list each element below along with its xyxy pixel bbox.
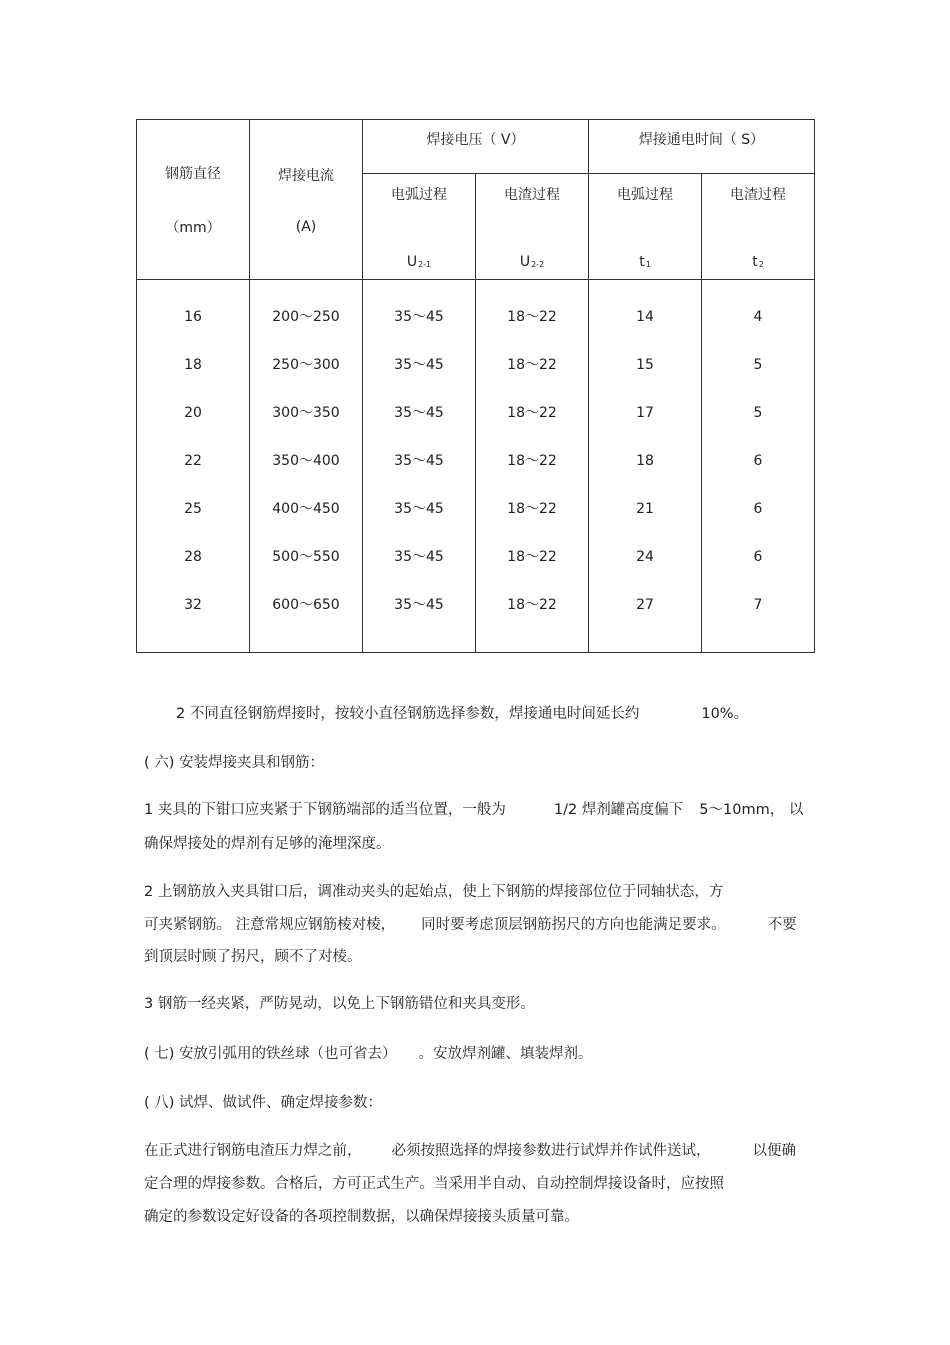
cell-arc-time: 21	[636, 501, 654, 517]
cell-arc-voltage: 35～45	[394, 357, 444, 373]
cell-arc-time: 18	[636, 453, 654, 469]
cell-slag-voltage: 18～22	[507, 405, 557, 421]
para-3: 3 钢筋一经夹紧，严防晃动，以免上下钢筋错位和夹具变形。	[144, 996, 535, 1012]
cell-current: 200～250	[272, 309, 340, 325]
header-current	[250, 120, 363, 280]
para-2-line-1: 2 上钢筋放入夹具钳口后，调准动夹头的起始点，使上下钢筋的焊接部位位于同轴状态，方	[144, 884, 724, 900]
cell-slag-voltage: 18～22	[507, 309, 557, 325]
u22-symbol: U2-2	[519, 253, 545, 270]
para-4-line-2: 定合理的焊接参数。合格后，方可正式生产。当采用半自动、自动控制焊接设备时，应按照	[144, 1176, 724, 1192]
para-4-line-1: 在正式进行钢筋电渣压力焊之前， 必须按照选择的焊接参数进行试焊并作试件送试， 以便确	[144, 1143, 796, 1159]
t1-symbol: t1	[639, 253, 651, 270]
cell-current: 600～650	[272, 597, 340, 613]
header-slag-time	[702, 174, 815, 280]
cell-slag-voltage: 18～22	[507, 549, 557, 565]
diameter-label: 钢筋直径	[165, 165, 221, 182]
cell-slag-time: 6	[753, 501, 763, 517]
column-slag-time	[702, 280, 815, 653]
cell-arc-voltage: 35～45	[394, 501, 444, 517]
cell-slag-voltage: 18～22	[507, 357, 557, 373]
column-current	[250, 280, 363, 653]
arc-process-label: 电弧过程	[391, 186, 447, 203]
column-arc-voltage	[363, 280, 476, 653]
cell-diameter: 16	[184, 309, 202, 325]
cell-arc-time: 15	[636, 357, 654, 373]
cell-slag-voltage: 18～22	[507, 501, 557, 517]
header-arc-time	[589, 174, 702, 280]
cell-arc-time: 14	[636, 309, 654, 325]
header-time	[589, 120, 815, 174]
header-voltage	[363, 120, 589, 174]
column-slag-voltage	[476, 280, 589, 653]
cell-arc-time: 24	[636, 549, 654, 565]
cell-current: 300～350	[272, 405, 340, 421]
welding-parameters-table	[136, 119, 815, 653]
cell-current: 500～550	[272, 549, 340, 565]
time-label: 焊接通电时间（ S）	[638, 132, 765, 148]
section-7-heading: ( 七) 安放引弧用的铁丝球（也可省去） 。安放焊剂罐、填装焊剂。	[144, 1046, 593, 1062]
cell-current: 350～400	[272, 453, 340, 469]
diameter-unit: （mm）	[165, 219, 221, 236]
slag-time-label: 电渣过程	[730, 186, 786, 203]
header-slag-voltage	[476, 174, 589, 280]
column-arc-time	[589, 280, 702, 653]
arc-time-label: 电弧过程	[617, 186, 673, 203]
cell-slag-time: 5	[753, 405, 763, 421]
para-2-line-2: 可夹紧钢筋。 注意常规应钢筋棱对棱， 同时要考虑顶层钢筋拐尺的方向也能满足要求。 不要	[144, 917, 797, 933]
para-1-line-1: 1 夹具的下钳口应夹紧于下钢筋端部的适当位置，一般为 1/2 焊剂罐高度偏下 5～10mm， 以	[144, 802, 804, 818]
slag-process-label: 电渣过程	[504, 186, 560, 203]
cell-slag-time: 7	[753, 597, 763, 613]
para-4-line-3: 确定的参数设定好设备的各项控制数据，以确保焊接接头质量可靠。	[144, 1209, 579, 1225]
cell-current: 250～300	[272, 357, 340, 373]
header-arc-voltage	[363, 174, 476, 280]
cell-diameter: 18	[184, 357, 202, 373]
column-diameter	[137, 280, 250, 653]
cell-arc-voltage: 35～45	[394, 405, 444, 421]
note-2: 2 不同直径钢筋焊接时，按较小直径钢筋选择参数，焊接通电时间延长约 10%。	[176, 706, 749, 722]
cell-diameter: 20	[184, 405, 202, 421]
cell-arc-voltage: 35～45	[394, 597, 444, 613]
cell-slag-time: 5	[753, 357, 763, 373]
cell-arc-voltage: 35～45	[394, 453, 444, 469]
cell-slag-time: 6	[753, 549, 763, 565]
cell-arc-time: 17	[636, 405, 654, 421]
t2-symbol: t2	[752, 253, 764, 270]
section-8-heading: ( 八) 试焊、做试件、确定焊接参数：	[144, 1095, 383, 1111]
para-2-line-3: 到顶层时顾了拐尺，顾不了对棱。	[144, 949, 362, 965]
cell-slag-time: 4	[753, 309, 763, 325]
cell-diameter: 28	[184, 549, 202, 565]
voltage-label: 焊接电压（ V）	[426, 132, 525, 148]
para-1-line-2: 确保焊接处的焊剂有足够的淹埋深度。	[144, 836, 391, 852]
cell-arc-time: 27	[636, 597, 654, 613]
cell-arc-voltage: 35～45	[394, 549, 444, 565]
header-diameter	[137, 120, 250, 280]
cell-diameter: 25	[184, 501, 202, 517]
section-6-heading: ( 六) 安装焊接夹具和钢筋：	[144, 755, 325, 771]
cell-arc-voltage: 35～45	[394, 309, 444, 325]
cell-slag-voltage: 18～22	[507, 597, 557, 613]
cell-diameter: 32	[184, 597, 202, 613]
current-unit: (A)	[295, 218, 317, 235]
u21-symbol: U2-1	[406, 253, 432, 270]
cell-slag-time: 6	[753, 453, 763, 469]
cell-diameter: 22	[184, 453, 202, 469]
cell-current: 400～450	[272, 501, 340, 517]
current-label: 焊接电流	[278, 167, 334, 184]
cell-slag-voltage: 18～22	[507, 453, 557, 469]
